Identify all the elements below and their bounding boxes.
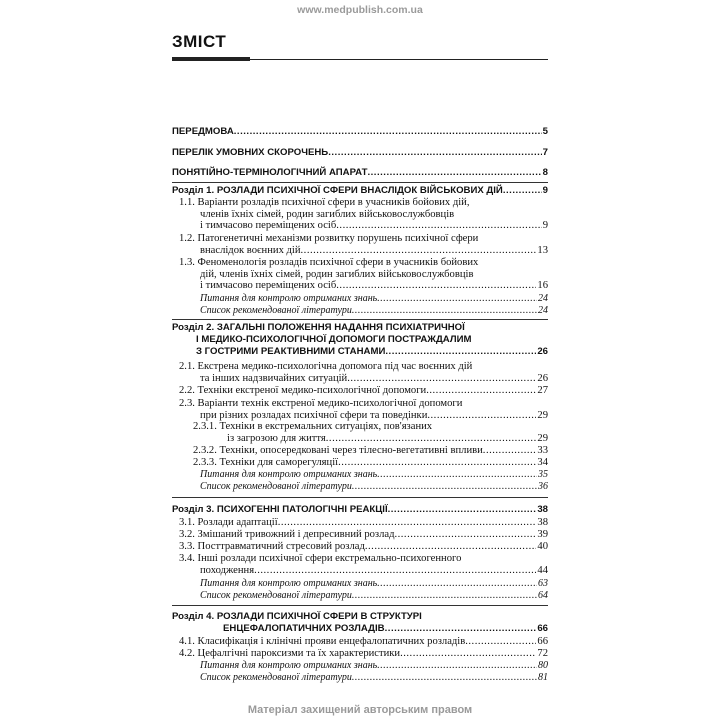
toc-entry-4-1[interactable]: 4.1. Класифікація і клінічні прояви енцефалопатичних розладів ..... 66 [172,636,548,648]
toc-entry-glossary[interactable]: ПОНЯТІЙНО-ТЕРМІНОЛОГІЧНИЙ АПАРАТ ..... 8 [172,166,548,179]
toc-entry-3-1[interactable]: 3.1. Розлади адаптації ..... 38 [172,517,548,529]
toc-entry-2-references[interactable]: Список рекомендованої літератури ..... 36 [172,481,548,492]
toc-chapter-1[interactable]: Розділ 1. РОЗЛАДИ ПСИХІЧНОЇ СФЕРИ ВНАСЛІДОК ВІЙСЬКОВИХ ДІЙ ..... 9 [172,184,548,197]
section-divider [172,497,548,498]
toc-entry-1-3[interactable]: 1.3. Феноменологія розладів психічної сфери в учасників бойових дій, членів їхніх сімей, родин загиблих військовослужбовців і тимчасово переміщених осіб ..... 16 [172,257,548,292]
toc-entry-2-2[interactable]: 2.2. Техніки екстреної медико-психологічної допомоги ..... 27 [172,385,548,397]
toc-entry-3-2[interactable]: 3.2. Змішаний тривожний і депресивний розлад ..... 39 [172,529,548,541]
toc-entry-2-3-3[interactable]: 2.3.3. Техніки для саморегуляції ..... 34 [172,457,548,469]
toc-entry-abbreviations[interactable]: ПЕРЕЛІК УМОВНИХ СКОРОЧЕНЬ ..... 7 [172,146,548,159]
toc-entry-2-1[interactable]: 2.1. Екстрена медико-психологічна допомога під час воєнних дій та інших надзвичайних ситуацій ..... 26 [172,361,548,384]
toc-entry-4-2[interactable]: 4.2. Цефалгічні пароксизми та їх характеристики ..... 72 [172,648,548,660]
toc-entry-2-3[interactable]: 2.3. Варіанти технік екстреної медико-психологічної допомоги при різних розладах психічної сфери та поведінки ..... 29 [172,398,548,421]
toc-entry-2-questions[interactable]: Питання для контролю отриманих знань ..... 35 [172,469,548,480]
toc-entry-3-references[interactable]: Список рекомендованої літератури ..... 64 [172,590,548,601]
section-divider [172,319,548,320]
toc-chapter-4[interactable]: Розділ 4. РОЗЛАДИ ПСИХІЧНОЇ СФЕРИ В СТРУКТУРІ ЕНЦЕФАЛОПАТИЧНИХ РОЗЛАДІВ ..... 66 [172,611,548,635]
toc-entry-1-references[interactable]: Список рекомендованої літератури ..... 24 [172,305,548,316]
toc-entry-4-questions[interactable]: Питання для контролю отриманих знань ..... 80 [172,660,548,671]
site-url: www.medpublish.com.ua [297,4,423,16]
toc-entry-3-3[interactable]: 3.3. Посттравматичний стресовий розлад ..... 40 [172,541,548,553]
toc-entry-4-references[interactable]: Список рекомендованої літератури ..... 81 [172,672,548,683]
toc-entry-1-questions[interactable]: Питання для контролю отриманих знань ..... 24 [172,293,548,304]
section-divider [172,605,548,606]
toc-entry-preface[interactable]: ПЕРЕДМОВА ..... 5 [172,125,548,138]
toc-entry-2-3-2[interactable]: 2.3.2. Техніки, опосередковані через тілесно-вегетативні впливи ..... 33 [172,445,548,457]
toc-entry-1-1[interactable]: 1.1. Варіанти розладів психічної сфери в учасників бойових дій, членів їхніх сімей, родин загиблих військовослужбовців і тимчасово переміщених осіб ..... 9 [172,197,548,232]
page-title: ЗМІСТ [172,32,227,51]
toc-entry-3-questions[interactable]: Питання для контролю отриманих знань ..... 63 [172,578,548,589]
toc-entry-1-2[interactable]: 1.2. Патогенетичні механізми розвитку порушень психічної сфери внаслідок воєнних дій ..... 13 [172,233,548,256]
toc-chapter-3[interactable]: Розділ 3. ПСИХОГЕННІ ПАТОЛОГІЧНІ РЕАКЦІЇ ..... 38 [172,503,548,516]
title-underline [172,59,548,60]
toc-chapter-2[interactable]: Розділ 2. ЗАГАЛЬНІ ПОЛОЖЕННЯ НАДАННЯ ПСИХІАТРИЧНОЇ І МЕДИКО-ПСИХОЛОГІЧНОЇ ДОПОМОГИ ПОСТРАЖДАЛИМ З ГОСТРИМИ РЕАКТИВНИМИ СТАНАМИ ..... 26 [172,322,548,358]
section-divider [172,182,548,183]
toc-entry-2-3-1[interactable]: 2.3.1. Техніки в екстремальних ситуаціях, пов'язаних із загрозою для життя ..... 29 [172,421,548,444]
toc-entry-3-4[interactable]: 3.4. Інші розлади психічної сфери екстремально-психогенного походження ..... 44 [172,553,548,576]
copyright-footer: Матеріал захищений авторським правом [247,704,473,716]
